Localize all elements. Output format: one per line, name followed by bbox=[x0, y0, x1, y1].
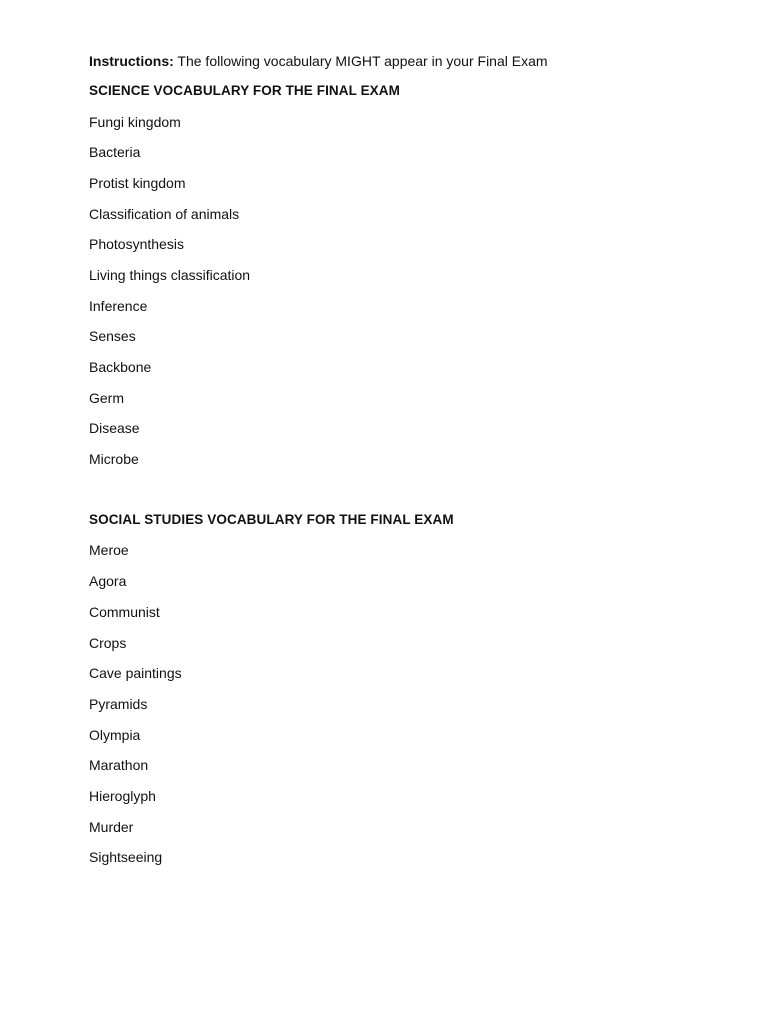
list-item: Disease bbox=[89, 420, 140, 437]
instructions-text: The following vocabulary MIGHT appear in your Final Exam bbox=[173, 53, 548, 69]
list-item: Marathon bbox=[89, 757, 149, 774]
list-item: Photosynthesis bbox=[89, 236, 184, 253]
list-item: Bacteria bbox=[89, 144, 141, 161]
list-item: Microbe bbox=[89, 451, 139, 468]
list-item: Protist kingdom bbox=[89, 174, 186, 191]
list-item: Backbone bbox=[89, 359, 152, 376]
list-item: Communist bbox=[89, 603, 160, 620]
list-item: Pyramids bbox=[89, 695, 148, 712]
section-spacer bbox=[89, 481, 729, 511]
list-item: Classification of animals bbox=[89, 205, 240, 222]
list-item: Agora bbox=[89, 573, 127, 590]
list-item: Olympia bbox=[89, 726, 141, 743]
list-item: Inference bbox=[89, 297, 148, 314]
science-vocab-list bbox=[89, 113, 729, 469]
list-item: Sightseeing bbox=[89, 849, 163, 866]
list-item: Meroe bbox=[89, 542, 129, 559]
list-item: Germ bbox=[89, 389, 124, 406]
instructions-line bbox=[89, 52, 729, 70]
list-item: Murder bbox=[89, 818, 134, 835]
list-item: Cave paintings bbox=[89, 665, 182, 682]
document-page bbox=[89, 52, 729, 879]
list-item: Living things classification bbox=[89, 267, 251, 284]
list-item: Crops bbox=[89, 634, 127, 651]
list-item: Fungi kingdom bbox=[89, 113, 181, 130]
list-item: Senses bbox=[89, 328, 136, 345]
social-studies-heading: SOCIAL STUDIES VOCABULARY FOR THE FINAL EXAM bbox=[89, 511, 454, 527]
social-studies-vocab-list bbox=[89, 541, 729, 866]
instructions-label: Instructions: bbox=[89, 53, 174, 69]
list-item: Hieroglyph bbox=[89, 787, 156, 804]
science-heading: SCIENCE VOCABULARY FOR THE FINAL EXAM bbox=[89, 83, 400, 98]
